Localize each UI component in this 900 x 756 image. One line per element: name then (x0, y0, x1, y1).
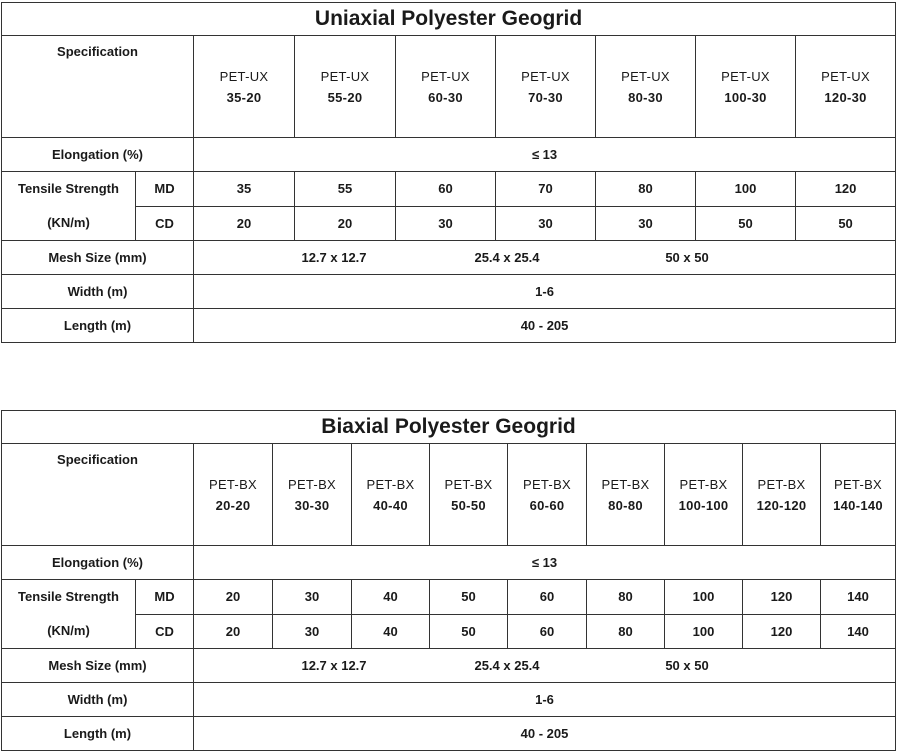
mesh-value: 25.4 x 25.4 (474, 658, 540, 673)
model-header (796, 36, 896, 138)
cd-value: 50 (430, 614, 508, 649)
model-header (273, 444, 352, 546)
model-header (194, 444, 273, 546)
md-value: 30 (273, 580, 352, 615)
model-line2: 100-30 (724, 89, 767, 105)
cd-value: 40 (352, 614, 430, 649)
mesh-value: 12.7 x 12.7 (301, 658, 367, 673)
cd-value: 30 (596, 206, 696, 241)
specification-label: Specification (2, 36, 194, 138)
model-line1: PET-BX (522, 476, 572, 492)
length-value: 40 - 205 (194, 309, 896, 343)
model-header (396, 36, 496, 138)
model-line2: 120-30 (824, 89, 867, 105)
model-line1: PET-UX (219, 68, 269, 84)
model-header (596, 36, 696, 138)
model-line1: PET-BX (366, 476, 415, 492)
width-label: Width (m) (2, 275, 194, 309)
model-header (743, 444, 821, 546)
specification-label: Specification (2, 444, 194, 546)
model-header (352, 444, 430, 546)
model-header (508, 444, 587, 546)
mesh-label: Mesh Size (mm) (2, 649, 194, 683)
model-line2: 100-100 (678, 497, 729, 513)
model-line2: 60-30 (428, 89, 463, 105)
model-line2: 80-80 (608, 497, 643, 513)
model-line2: 80-30 (628, 89, 663, 105)
mesh-values (194, 241, 896, 275)
md-value: 120 (743, 580, 821, 615)
biaxial-title: Biaxial Polyester Geogrid (2, 411, 896, 444)
mesh-value: 50 x 50 (665, 250, 709, 265)
model-header (665, 444, 743, 546)
tensile-label (2, 172, 136, 241)
md-value: 60 (396, 172, 496, 207)
model-line2: 70-30 (528, 89, 563, 105)
model-line1: PET-UX (721, 68, 770, 84)
model-line1: PET-BX (287, 476, 337, 492)
mesh-values (194, 649, 896, 683)
model-line1: PET-BX (679, 476, 728, 492)
cd-value: 20 (295, 206, 396, 241)
md-value: 70 (496, 172, 596, 207)
model-line2: 50-50 (451, 497, 486, 513)
width-value: 1-6 (194, 275, 896, 309)
md-value: 120 (796, 172, 896, 207)
length-label: Length (m) (2, 309, 194, 343)
tensile-label-line1: Tensile Strength (18, 589, 119, 604)
mesh-value: 12.7 x 12.7 (301, 250, 367, 265)
model-line1: PET-BX (208, 476, 258, 492)
model-line1: PET-BX (444, 476, 493, 492)
elongation-value: ≤ 13 (194, 138, 896, 172)
tensile-label-line2: (KN/m) (47, 623, 90, 638)
elongation-value: ≤ 13 (194, 546, 896, 580)
model-header (696, 36, 796, 138)
model-line2: 40-40 (373, 497, 408, 513)
mesh-value: 50 x 50 (665, 658, 709, 673)
width-label: Width (m) (2, 683, 194, 717)
md-value: 55 (295, 172, 396, 207)
md-value: 80 (587, 580, 665, 615)
model-line2: 20-20 (215, 497, 251, 513)
model-header (496, 36, 596, 138)
cd-value: 30 (496, 206, 596, 241)
md-label: MD (136, 172, 194, 207)
model-line2: 55-20 (327, 89, 363, 105)
md-value: 50 (430, 580, 508, 615)
elongation-label: Elongation (%) (2, 546, 194, 580)
cd-value: 30 (396, 206, 496, 241)
md-value: 100 (665, 580, 743, 615)
cd-value: 60 (508, 614, 587, 649)
length-value: 40 - 205 (194, 717, 896, 751)
md-label: MD (136, 580, 194, 615)
model-line1: PET-UX (421, 68, 470, 84)
model-header (194, 36, 295, 138)
cd-value: 100 (665, 614, 743, 649)
model-line1: PET-BX (757, 476, 806, 492)
length-label: Length (m) (2, 717, 194, 751)
mesh-label: Mesh Size (mm) (2, 241, 194, 275)
model-line1: PET-BX (833, 476, 883, 492)
model-line1: PET-UX (621, 68, 670, 84)
cd-value: 20 (194, 614, 273, 649)
md-value: 40 (352, 580, 430, 615)
tensile-label-line2: (KN/m) (47, 215, 90, 230)
model-line1: PET-UX (821, 68, 870, 84)
elongation-label: Elongation (%) (2, 138, 194, 172)
md-value: 80 (596, 172, 696, 207)
cd-value: 30 (273, 614, 352, 649)
biaxial-table (1, 410, 896, 751)
md-value: 140 (821, 580, 896, 615)
model-line2: 120-120 (756, 497, 807, 513)
model-header (295, 36, 396, 138)
width-value: 1-6 (194, 683, 896, 717)
model-line2: 60-60 (529, 497, 565, 513)
cd-label: CD (136, 614, 194, 649)
model-line2: 35-20 (226, 89, 262, 105)
cd-label: CD (136, 206, 194, 241)
md-value: 100 (696, 172, 796, 207)
model-header (430, 444, 508, 546)
model-line1: PET-UX (320, 68, 370, 84)
model-line1: PET-UX (521, 68, 570, 84)
cd-value: 120 (743, 614, 821, 649)
model-line2: 30-30 (294, 497, 330, 513)
md-value: 60 (508, 580, 587, 615)
uniaxial-title: Uniaxial Polyester Geogrid (2, 3, 896, 36)
uniaxial-table (1, 2, 896, 343)
cd-value: 20 (194, 206, 295, 241)
model-header (821, 444, 896, 546)
cd-value: 50 (796, 206, 896, 241)
cd-value: 80 (587, 614, 665, 649)
cd-value: 50 (696, 206, 796, 241)
tensile-label-line1: Tensile Strength (18, 181, 119, 196)
tensile-label (2, 580, 136, 649)
cd-value: 140 (821, 614, 896, 649)
model-line2: 140-140 (833, 497, 883, 513)
md-value: 35 (194, 172, 295, 207)
model-line1: PET-BX (601, 476, 650, 492)
model-header (587, 444, 665, 546)
mesh-value: 25.4 x 25.4 (474, 250, 540, 265)
md-value: 20 (194, 580, 273, 615)
